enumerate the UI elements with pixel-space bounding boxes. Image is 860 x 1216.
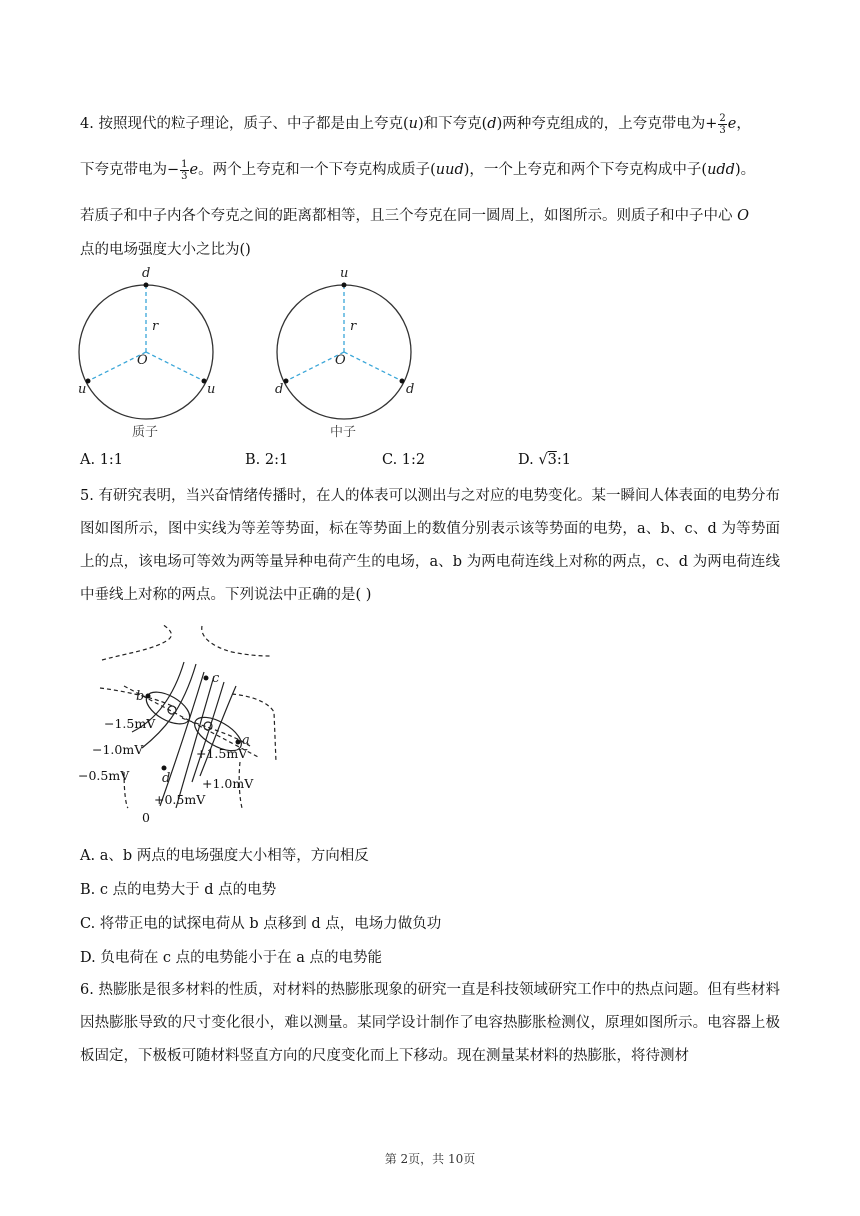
var-udd: udd [707, 162, 735, 178]
label-u: u [207, 382, 216, 397]
q5-option-a: A. a、b 两点的电场强度大小相等，方向相反 [80, 848, 369, 864]
label-plus-1-5mV: +1.5mV [196, 746, 248, 761]
label-c: c [212, 671, 220, 686]
proton-caption: 质子 [132, 425, 159, 440]
var-d: d [487, 116, 497, 132]
label-u: u [78, 382, 87, 397]
sqrt-sign: √ [538, 452, 548, 468]
q4-text: 。两个上夸克和一个下夸克构成质子( [198, 162, 436, 178]
label-zero: 0 [142, 810, 150, 825]
frac-num: 2 [719, 112, 726, 124]
frac-num: 1 [181, 158, 188, 170]
label-r: r [350, 319, 357, 334]
q4-option-b: B. 2:1 [245, 452, 289, 468]
q4-line-1 [80, 112, 751, 136]
label-plus-0-5mV: +0.5mV [154, 792, 206, 807]
label-O: O [137, 353, 148, 368]
label-u: u [340, 266, 349, 281]
page-footer: 第 2页，共 10页 [384, 1152, 476, 1166]
q4-text: 下夸克带电为− [80, 162, 180, 178]
label-minus-0-5mV: −0.5mV [78, 768, 130, 783]
label-d: d [162, 771, 171, 786]
q4-line-3 [80, 204, 749, 225]
point-d [162, 766, 167, 771]
q4-figure [70, 262, 430, 442]
frac-den: 3 [181, 170, 188, 182]
var-O: O [737, 208, 749, 224]
q4-text: )，一个上夸克和两个下夸克构成中子( [463, 162, 708, 178]
quark-point [284, 379, 289, 384]
label-d: d [406, 382, 415, 397]
label-d: d [275, 382, 284, 397]
q4-text: )。 [734, 162, 756, 178]
label-plus-1-0mV: +1.0mV [202, 776, 254, 791]
q4-text: 若质子和中子内各个夸克之间的距离都相等，且三个夸克在同一圆周上，如图所示。则质子和中子中心 [80, 208, 733, 224]
q5-stem: 5. 有研究表明，当兴奋情绪传播时，在人的体表可以测出与之对应的电势变化。某一瞬间人体表面的电势分布图如图所示，图中实线为等差等势面，标在等势面上的数值分别表示该等势面的电势，a、b、c、d 为等势面上的点，该电场可等效为两等量异种电荷产生的电场，a、b 为两电荷连线上对称的两点，c、d 为两电荷连线中垂线上对称的两点。下列说法中正确的是( ) [80, 488, 780, 603]
point-c [204, 676, 209, 681]
var-uud: uud [435, 162, 464, 178]
quark-point [202, 379, 207, 384]
q4-option-a: A. 1:1 [80, 452, 124, 468]
point-a [236, 740, 241, 745]
q4-text: )两种夸克组成的，上夸克带电为+ [496, 116, 718, 132]
label-a: a [242, 733, 250, 748]
label-minus-1-5mV: −1.5mV [104, 716, 156, 731]
q4-line-4 [80, 238, 251, 259]
q4-option-d [518, 452, 571, 468]
label-r: r [152, 319, 159, 334]
label-O: O [335, 353, 346, 368]
q5-figure [72, 622, 292, 827]
var-e: e [189, 162, 199, 178]
proton-diagram [78, 266, 215, 440]
q4-text: )和下夸克( [417, 116, 488, 132]
quark-point [400, 379, 405, 384]
point-b [146, 694, 151, 699]
q5-option-b: B. c 点的电势大于 d 点的电势 [80, 882, 277, 898]
q4-option-c: C. 1:2 [382, 452, 426, 468]
neutron-diagram [275, 266, 414, 440]
option-prefix: D. [518, 452, 539, 468]
q6-stem: 6. 热膨胀是很多材料的性质，对材料的热膨胀现象的研究一直是科技领域研究工作中的热点问题。但有些材料因热膨胀导致的尺寸变化很小，难以测量。某同学设计制作了电容热膨胀检测仪，原理如图所示。电容器上极板固定，下极板可随材料竖直方向的尺度变化而上下移动。现在测量某材料的热膨胀，将待测材 [80, 982, 780, 1064]
q5-option-c: C. 将带正电的试探电荷从 b 点移到 d 点，电场力做负功 [80, 916, 442, 932]
label-minus-1-0mV: −1.0mV [92, 742, 144, 757]
quark-point [144, 283, 149, 288]
label-b: b [136, 689, 145, 704]
label-d: d [142, 266, 151, 281]
option-suffix: :1 [556, 452, 571, 468]
q4-text: ， [736, 116, 751, 132]
q4-text: 点的电场强度大小之比为() [80, 242, 251, 258]
quark-point [342, 283, 347, 288]
fraction-one-third [180, 159, 188, 182]
var-e: e [727, 116, 737, 132]
q4-text: 按照现代的粒子理论，质子、中子都是由上夸克( [98, 116, 409, 132]
frac-den: 3 [719, 124, 726, 136]
fraction-two-thirds [718, 113, 726, 136]
neutron-caption: 中子 [330, 425, 357, 440]
var-u: u [408, 116, 418, 132]
q4-number: 4. [80, 116, 94, 132]
q5-option-d: D. 负电荷在 c 点的电势能小于在 a 点的电势能 [80, 950, 383, 966]
sqrt-value: 3 [547, 452, 557, 468]
q4-line-2 [80, 158, 755, 182]
